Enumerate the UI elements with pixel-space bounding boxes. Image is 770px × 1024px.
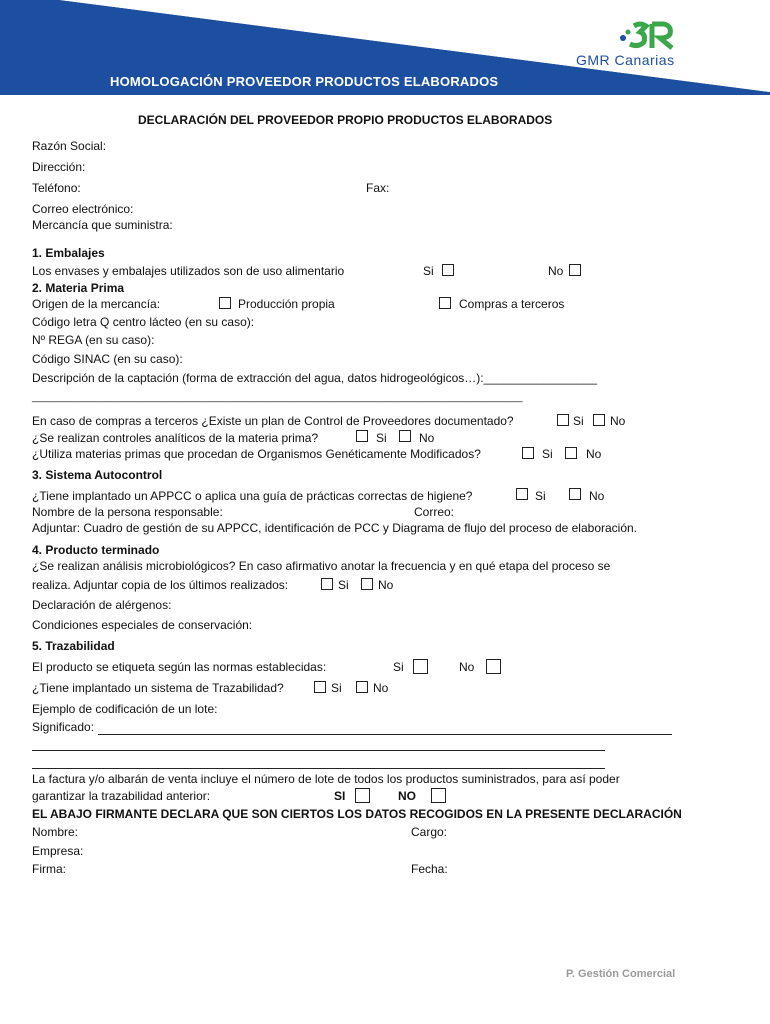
logo-text: GMR Canarias [576, 52, 675, 68]
s3-adjuntar: Adjuntar: Cuadro de gestión de su APPCC, identificación de PCC y Diagrama de flujo del proceso de elaboración. [32, 521, 638, 535]
significado-line-3 [32, 768, 605, 769]
s2-q2-no-checkbox[interactable] [399, 430, 411, 442]
s5-q1-si-label: Si [393, 660, 404, 674]
section-4-title: 4. Producto terminado [32, 543, 160, 557]
s2-q2-si-label: Si [376, 431, 387, 445]
firma-empresa: Empresa: [32, 844, 84, 858]
firma-firma: Firma: [32, 862, 66, 876]
s2-q3-no-checkbox[interactable] [565, 447, 577, 459]
label-mercancia: Mercancía que suministra: [32, 218, 173, 232]
label-direccion: Dirección: [32, 160, 86, 174]
s3-correo: Correo: [414, 505, 455, 519]
s2-compras-terceros-checkbox[interactable] [439, 297, 451, 309]
s4-alergenos: Declaración de alérgenos: [32, 598, 172, 612]
s1-no-label: No [548, 264, 564, 278]
s5-q2: ¿Tiene implantado un sistema de Trazabilidad? [32, 681, 284, 695]
s2-q3-no-label: No [586, 447, 602, 461]
document-title: DECLARACIÓN DEL PROVEEDOR PROPIO PRODUCTOS ELABORADOS [138, 113, 553, 127]
s2-q2-no-label: No [419, 431, 435, 445]
s2-q1-no-label: No [610, 414, 626, 428]
s2-descripcion: Descripción de la captación (forma de extracción del agua, datos hidrogeológicos…):_________________ [32, 371, 598, 385]
s2-q3-si-checkbox[interactable] [522, 447, 534, 459]
s4-si-label: Si [338, 578, 349, 592]
s4-no-checkbox[interactable] [361, 578, 373, 590]
section-3-title: 3. Sistema Autocontrol [32, 468, 163, 482]
s4-question-line2: realiza. Adjuntar copia de los últimos realizados: [32, 578, 289, 592]
s2-q3-si-label: Si [542, 447, 553, 461]
s5-q1: El producto se etiqueta según las normas establecidas: [32, 660, 327, 674]
s2-q2-si-checkbox[interactable] [356, 430, 368, 442]
s1-si-checkbox[interactable] [442, 264, 454, 276]
s4-condiciones: Condiciones especiales de conservación: [32, 618, 253, 632]
s5-significado: Significado: [32, 720, 95, 734]
s2-q2: ¿Se realizan controles analíticos de la materia prima? [32, 431, 319, 445]
header-banner [0, 0, 770, 95]
firma-fecha: Fecha: [411, 862, 448, 876]
label-razon-social: Razón Social: [32, 139, 107, 153]
s2-rega: Nº REGA (en su caso): [32, 333, 155, 347]
s5-factura-line1: La factura y/o albarán de venta incluye el número de lote de todos los productos suministrados, para así poder [32, 772, 620, 786]
s5-q2-no-checkbox[interactable] [356, 681, 368, 693]
firma-nombre: Nombre: [32, 825, 79, 839]
header-title: HOMOLOGACIÓN PROVEEDOR PRODUCTOS ELABORADOS [110, 74, 499, 89]
label-fax: Fax: [366, 181, 390, 195]
s5-factura-no-checkbox[interactable] [431, 788, 446, 803]
s3-question: ¿Tiene implantado un APPCC o aplica una guía de prácticas correctas de higiene? [32, 489, 473, 503]
s4-si-checkbox[interactable] [321, 578, 333, 590]
s5-q2-si-label: Si [331, 681, 342, 695]
s5-q1-no-label: No [459, 660, 475, 674]
s2-produccion-propia-checkbox[interactable] [219, 297, 231, 309]
s2-q3: ¿Utiliza materias primas que procedan de Organismos Genéticamente Modificados? [32, 447, 481, 461]
footer-text: P. Gestión Comercial [566, 968, 676, 980]
s2-q1-si-label: Si [573, 414, 584, 428]
s3-responsable: Nombre de la persona responsable: [32, 505, 223, 519]
s2-descripcion-line: ____________________________________________________________________________________ [32, 391, 523, 403]
s1-si-label: Si [423, 264, 434, 278]
s5-factura-si-checkbox[interactable] [355, 788, 370, 803]
s4-no-label: No [378, 578, 394, 592]
s2-compras-terceros-label: Compras a terceros [459, 297, 565, 311]
s5-q1-si-checkbox[interactable] [413, 659, 428, 674]
significado-line-2 [32, 750, 605, 751]
s2-q1-si-checkbox[interactable] [557, 414, 569, 426]
s5-q2-si-checkbox[interactable] [314, 681, 326, 693]
label-correo: Correo electrónico: [32, 202, 134, 216]
s5-q2-no-label: No [373, 681, 389, 695]
significado-line-1 [98, 734, 672, 735]
s2-sinac: Código SINAC (en su caso): [32, 352, 183, 366]
s2-produccion-propia-label: Producción propia [238, 297, 335, 311]
s5-factura-si-label: SI [334, 789, 346, 803]
s2-q1: En caso de compras a terceros ¿Existe un plan de Control de Proveedores documentado? [32, 414, 514, 428]
label-telefono: Teléfono: [32, 181, 81, 195]
section-2-title: 2. Materia Prima [32, 281, 125, 295]
s1-no-checkbox[interactable] [569, 264, 581, 276]
s5-factura-no-label: NO [398, 789, 416, 803]
s3-si-label: Si [535, 489, 546, 503]
s2-codigo-q: Código letra Q centro lácteo (en su caso): [32, 315, 255, 329]
s5-factura-line2: garantizar la trazabilidad anterior: [32, 789, 211, 803]
s1-question: Los envases y embalajes utilizados son de uso alimentario [32, 264, 345, 278]
section-5-title: 5. Trazabilidad [32, 639, 115, 653]
logo-mark [618, 20, 688, 52]
s5-ejemplo: Ejemplo de codificación de un lote: [32, 702, 218, 716]
s5-q1-no-checkbox[interactable] [486, 659, 501, 674]
firma-cargo: Cargo: [411, 825, 448, 839]
section-1-title: 1. Embalajes [32, 246, 105, 260]
s3-si-checkbox[interactable] [516, 488, 528, 500]
s2-q1-no-checkbox[interactable] [593, 414, 605, 426]
s4-question-line1: ¿Se realizan análisis microbiológicos? En caso afirmativo anotar la frecuencia y en qué etapa del proceso se [32, 559, 611, 573]
s2-origen-label: Origen de la mercancía: [32, 297, 161, 311]
declaration-statement: EL ABAJO FIRMANTE DECLARA QUE SON CIERTOS LOS DATOS RECOGIDOS EN LA PRESENTE DECLARACIÓN [32, 807, 682, 821]
s3-no-checkbox[interactable] [569, 488, 581, 500]
s3-no-label: No [589, 489, 605, 503]
